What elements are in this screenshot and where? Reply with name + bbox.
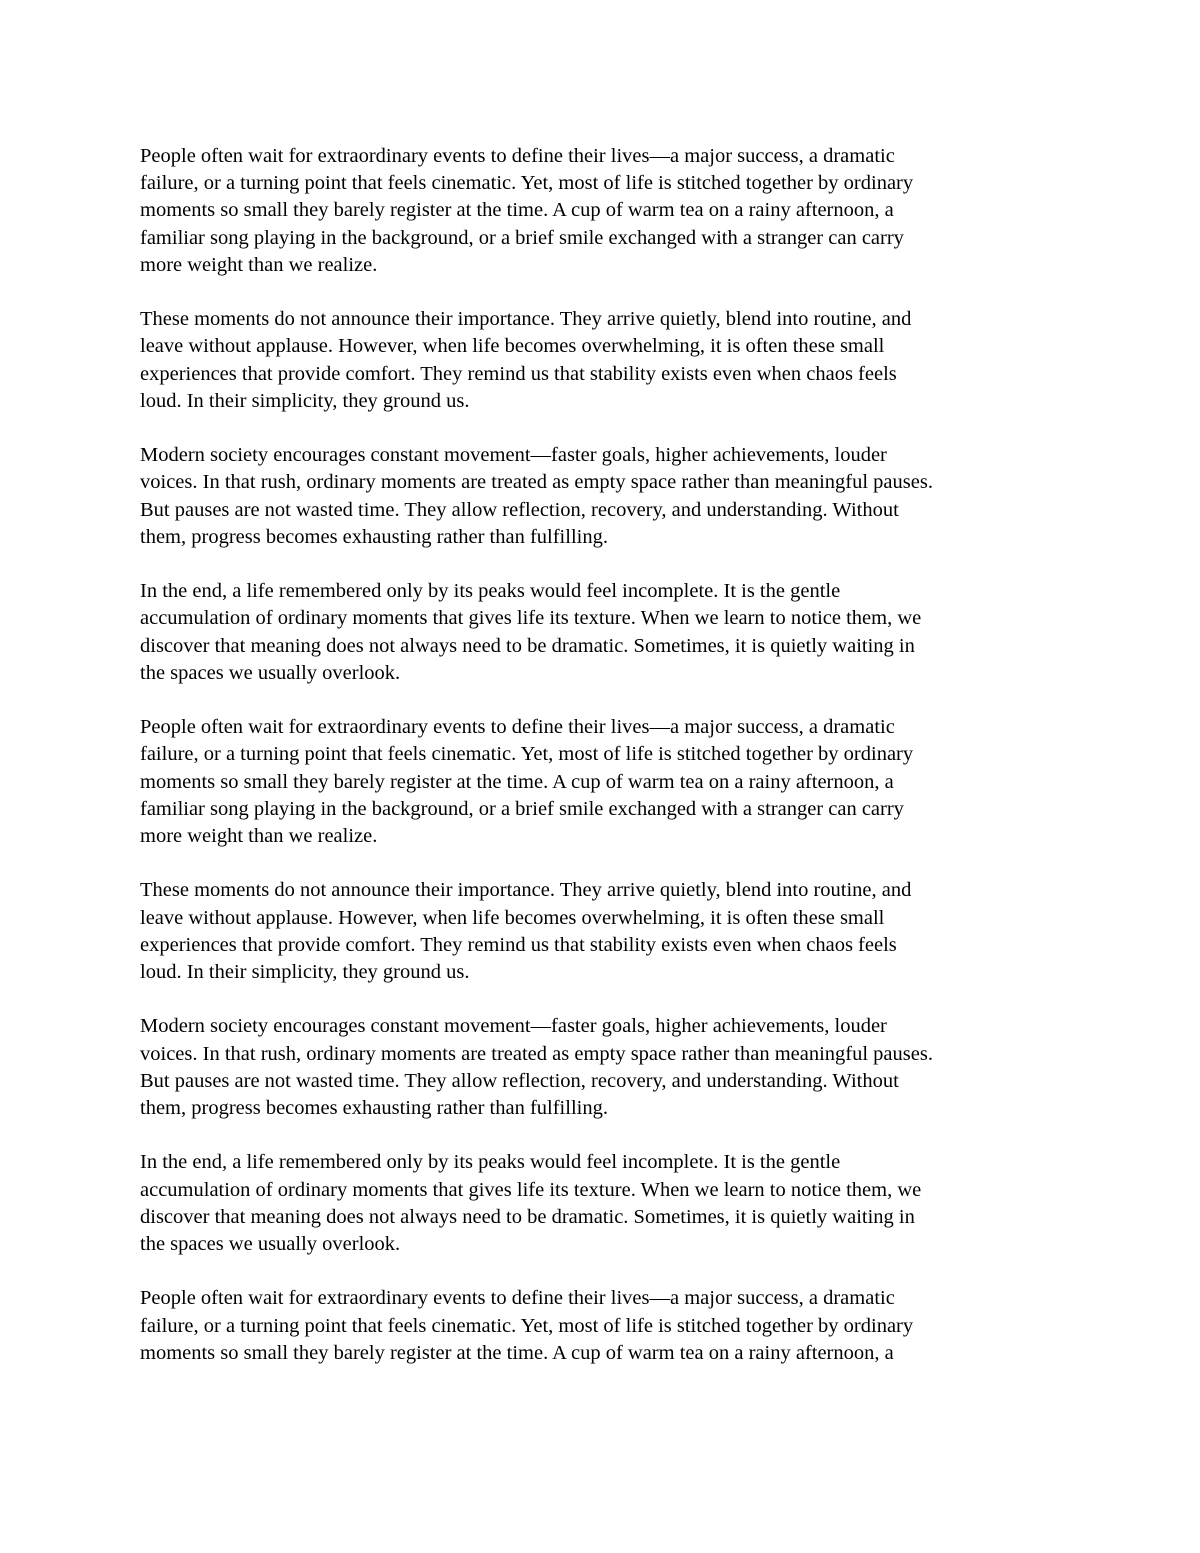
text-line: Modern society encourages constant movement—faster goals, higher achievements, louder bbox=[140, 444, 887, 467]
text-line: failure, or a turning point that feels cinematic. Yet, most of life is stitched together by ordinary bbox=[140, 172, 914, 195]
paragraph bbox=[140, 714, 1060, 850]
text-line: moments so small they barely register at the time. A cup of warm tea on a rainy afternoon, a bbox=[140, 1341, 894, 1364]
text-line: People often wait for extraordinary events to define their lives—a major success, a dramatic bbox=[140, 145, 895, 167]
text-line: moments so small they barely register at the time. A cup of warm tea on a rainy afternoon, a bbox=[140, 199, 894, 222]
text-line: them, progress becomes exhausting rather than fulfilling. bbox=[140, 525, 608, 548]
text-line: failure, or a turning point that feels cinematic. Yet, most of life is stitched together by ordinary bbox=[140, 743, 914, 766]
document-body bbox=[140, 143, 1060, 1367]
paragraph bbox=[140, 442, 1060, 551]
text-line: These moments do not announce their importance. They arrive quietly, blend into routine, and bbox=[140, 308, 912, 331]
text-line: leave without applause. However, when life becomes overwhelming, it is often these small bbox=[140, 335, 885, 358]
text-line: more weight than we realize. bbox=[140, 825, 378, 848]
text-line: Modern society encourages constant movement—faster goals, higher achievements, louder bbox=[140, 1015, 887, 1038]
text-line: But pauses are not wasted time. They allow reflection, recovery, and understanding. Without bbox=[140, 498, 899, 521]
text-line: discover that meaning does not always need to be dramatic. Sometimes, it is quietly waiting in bbox=[140, 634, 915, 657]
text-line: loud. In their simplicity, they ground us. bbox=[140, 389, 470, 412]
text-line: more weight than we realize. bbox=[140, 253, 378, 276]
text-line: accumulation of ordinary moments that gives life its texture. When we learn to notice them, we bbox=[140, 1178, 922, 1201]
text-line: But pauses are not wasted time. They allow reflection, recovery, and understanding. Without bbox=[140, 1069, 899, 1092]
text-line: moments so small they barely register at the time. A cup of warm tea on a rainy afternoon, a bbox=[140, 770, 894, 793]
text-line: voices. In that rush, ordinary moments are treated as empty space rather than meaningful pauses. bbox=[140, 471, 933, 494]
text-line: accumulation of ordinary moments that gives life its texture. When we learn to notice them, we bbox=[140, 607, 922, 630]
paragraph bbox=[140, 143, 1060, 279]
paragraph bbox=[140, 1013, 1060, 1122]
text-line: them, progress becomes exhausting rather than fulfilling. bbox=[140, 1097, 608, 1120]
document-page bbox=[140, 143, 1060, 1394]
paragraph bbox=[140, 877, 1060, 986]
text-line: experiences that provide comfort. They remind us that stability exists even when chaos feels bbox=[140, 933, 897, 956]
paragraph bbox=[140, 1285, 1060, 1367]
text-line: failure, or a turning point that feels cinematic. Yet, most of life is stitched together by ordinary bbox=[140, 1314, 914, 1337]
text-line: voices. In that rush, ordinary moments are treated as empty space rather than meaningful pauses. bbox=[140, 1042, 933, 1065]
paragraph bbox=[140, 1149, 1060, 1258]
text-line: These moments do not announce their importance. They arrive quietly, blend into routine, and bbox=[140, 879, 912, 902]
text-line: familiar song playing in the background, or a brief smile exchanged with a stranger can carry bbox=[140, 226, 904, 249]
text-line: In the end, a life remembered only by its peaks would feel incomplete. It is the gentle bbox=[140, 580, 841, 603]
text-line: leave without applause. However, when life becomes overwhelming, it is often these small bbox=[140, 906, 885, 929]
text-line: In the end, a life remembered only by its peaks would feel incomplete. It is the gentle bbox=[140, 1151, 841, 1174]
text-line: loud. In their simplicity, they ground us. bbox=[140, 961, 470, 984]
text-line: familiar song playing in the background, or a brief smile exchanged with a stranger can carry bbox=[140, 797, 904, 820]
text-line: People often wait for extraordinary events to define their lives—a major success, a dramatic bbox=[140, 716, 895, 739]
text-line: discover that meaning does not always need to be dramatic. Sometimes, it is quietly waiting in bbox=[140, 1205, 915, 1228]
text-line: People often wait for extraordinary events to define their lives—a major success, a dramatic bbox=[140, 1287, 895, 1310]
paragraph bbox=[140, 578, 1060, 687]
text-line: experiences that provide comfort. They remind us that stability exists even when chaos feels bbox=[140, 362, 897, 385]
paragraph bbox=[140, 306, 1060, 415]
text-line: the spaces we usually overlook. bbox=[140, 661, 401, 684]
text-line: the spaces we usually overlook. bbox=[140, 1233, 401, 1256]
